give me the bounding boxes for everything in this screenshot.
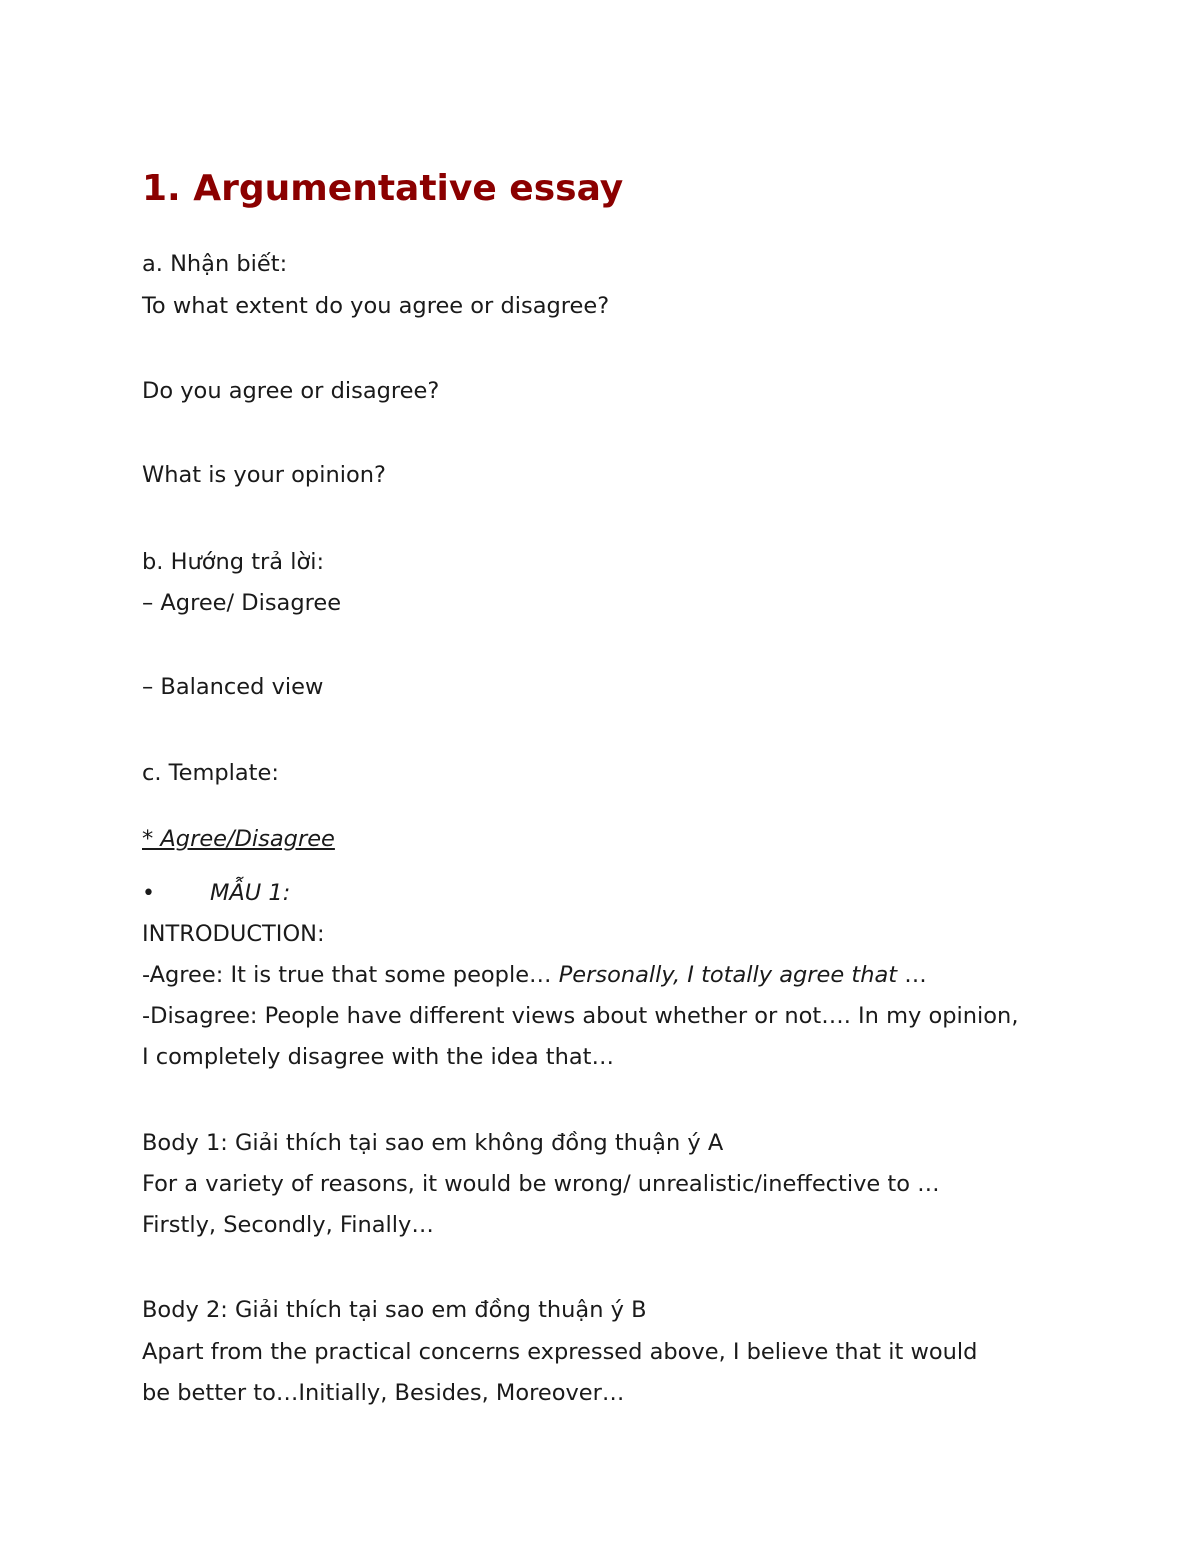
body1-line-1: For a variety of reasons, it would be wrong/ unrealistic/ineffective to … [142,1171,940,1197]
section-a-label: a. Nhận biết: [142,251,288,277]
body2-title: Body 2: Giải thích tại sao em đồng thuận ý B [142,1297,647,1323]
agree-line-plain: -Agree: It is true that some people… [142,962,559,988]
body2-line-2: be better to…Initially, Besides, Moreover… [142,1380,625,1406]
section-c-label: c. Template: [142,760,279,786]
section-a-line-2: Do you agree or disagree? [142,378,440,404]
section-a-line-1: To what extent do you agree or disagree? [142,293,610,319]
body1-line-2: Firstly, Secondly, Finally… [142,1212,434,1238]
agree-line-italic: Personally, I totally agree that [558,962,898,988]
page-title: 1. Argumentative essay [142,168,624,209]
agree-line [142,961,927,989]
disagree-line-1: -Disagree: People have different views about whether or not…. In my opinion, [142,1003,1019,1029]
section-a-line-3: What is your opinion? [142,462,386,488]
body1-title: Body 1: Giải thích tại sao em không đồng thuận ý A [142,1130,724,1156]
section-b-label: b. Hướng trả lời: [142,549,325,575]
body2-line-1: Apart from the practical concerns expressed above, I believe that it would [142,1339,978,1365]
intro-label: INTRODUCTION: [142,921,325,947]
bullet-label: MẪU 1: [210,880,291,906]
agree-line-tail: … [897,962,927,988]
section-c-subheading: * Agree/Disagree [142,826,335,852]
disagree-line-2: I completely disagree with the idea that… [142,1044,614,1070]
section-b-item-1: – Agree/ Disagree [142,590,342,616]
section-b-item-2: – Balanced view [142,674,324,700]
bullet-icon: • [142,881,155,906]
